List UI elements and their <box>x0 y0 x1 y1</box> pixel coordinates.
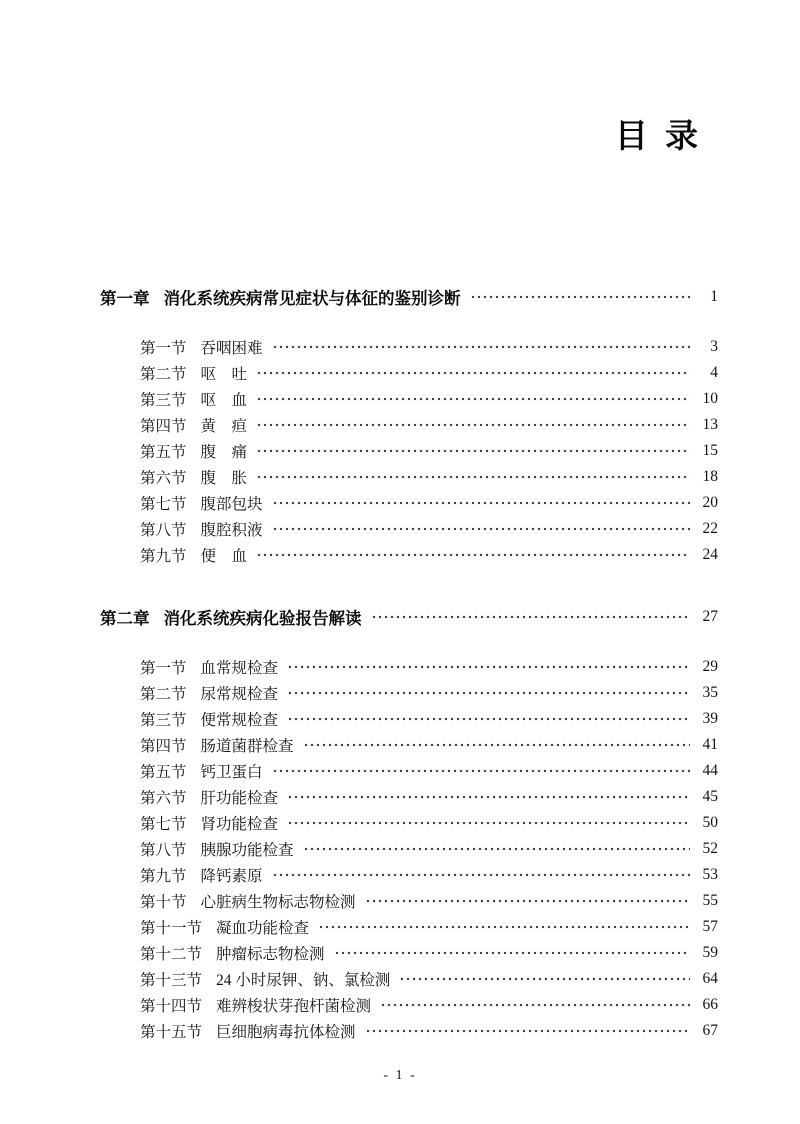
toc-section-row <box>100 836 718 862</box>
section-title: 肾功能检查 <box>200 816 279 833</box>
dot-leader <box>256 444 690 458</box>
section-label: 第十五节 <box>140 1024 203 1041</box>
section-label: 第二节 <box>140 686 187 703</box>
toc-section-row <box>100 992 718 1018</box>
section-label: 第七节 <box>140 816 187 833</box>
toc-section-row <box>100 732 718 758</box>
section-label: 第三节 <box>140 392 187 409</box>
section-title: 便 血 <box>200 548 248 565</box>
toc-section-row <box>100 888 718 914</box>
toc-section-row <box>100 464 718 490</box>
dot-leader <box>334 946 690 960</box>
section-title: 呕 血 <box>200 392 248 409</box>
chapter-sections <box>100 334 718 568</box>
section-page-number: 3 <box>710 338 718 355</box>
section-page-number: 10 <box>702 390 718 407</box>
dot-leader <box>287 660 690 674</box>
section-page-number: 53 <box>702 866 718 883</box>
section-label: 第十节 <box>140 894 187 911</box>
section-label: 第十一节 <box>140 920 203 937</box>
section-label: 第六节 <box>140 790 187 807</box>
section-label: 第五节 <box>140 444 187 461</box>
toc-section-row <box>100 680 718 706</box>
section-label: 第七节 <box>140 496 187 513</box>
toc-section-row <box>100 542 718 568</box>
chapter-page-number: 27 <box>702 608 718 625</box>
toc-section-row <box>100 412 718 438</box>
section-label: 第四节 <box>140 418 187 435</box>
dot-leader <box>287 686 690 700</box>
dot-leader <box>318 920 690 934</box>
section-title: 24 小时尿钾、钠、氯检测 <box>216 972 391 989</box>
dot-leader <box>256 470 690 484</box>
dot-leader <box>287 790 690 804</box>
toc-section-row <box>100 334 718 360</box>
chapter-label: 第二章 <box>100 610 150 628</box>
section-title: 腹 痛 <box>200 444 248 461</box>
toc-section-row <box>100 706 718 732</box>
section-title: 腹 胀 <box>200 470 248 487</box>
chapter-sections <box>100 654 718 1044</box>
section-title: 便常规检查 <box>200 712 279 729</box>
section-title: 呕 吐 <box>200 366 248 383</box>
section-title: 黄 疸 <box>200 418 248 435</box>
section-page-number: 20 <box>702 494 718 511</box>
toc-section-row <box>100 360 718 386</box>
section-label: 第十三节 <box>140 972 203 989</box>
section-title: 钙卫蛋白 <box>200 764 263 781</box>
section-label: 第九节 <box>140 868 187 885</box>
section-page-number: 66 <box>702 996 718 1013</box>
dot-leader <box>272 868 690 882</box>
dot-leader <box>303 738 690 752</box>
section-title: 肠道菌群检查 <box>200 738 294 755</box>
section-page-number: 24 <box>702 546 718 563</box>
section-label: 第八节 <box>140 522 187 539</box>
section-title: 肝功能检查 <box>200 790 279 807</box>
toc-section-row <box>100 490 718 516</box>
dot-leader <box>470 290 691 304</box>
section-label: 第二节 <box>140 366 187 383</box>
toc-section-row <box>100 784 718 810</box>
section-label: 第一节 <box>140 660 187 677</box>
chapter-label: 第一章 <box>100 290 150 308</box>
dot-leader <box>371 610 691 624</box>
section-page-number: 15 <box>702 442 718 459</box>
section-title: 心脏病生物标志物检测 <box>200 894 356 911</box>
section-title: 凝血功能检查 <box>216 920 310 937</box>
section-page-number: 13 <box>702 416 718 433</box>
chapter-title: 消化系统疾病常见症状与体征的鉴别诊断 <box>163 290 461 308</box>
toc-section-row <box>100 914 718 940</box>
toc-section-row <box>100 862 718 888</box>
section-page-number: 29 <box>702 658 718 675</box>
section-label: 第三节 <box>140 712 187 729</box>
section-title: 巨细胞病毒抗体检测 <box>216 1024 356 1041</box>
section-title: 尿常规检查 <box>200 686 279 703</box>
dot-leader <box>287 712 690 726</box>
dot-leader <box>303 842 690 856</box>
section-page-number: 18 <box>702 468 718 485</box>
section-label: 第五节 <box>140 764 187 781</box>
toc-chapter-row <box>100 604 718 630</box>
section-label: 第十四节 <box>140 998 203 1015</box>
dot-leader <box>399 972 690 986</box>
toc-section-row <box>100 654 718 680</box>
toc-section-row <box>100 386 718 412</box>
section-page-number: 4 <box>710 364 718 381</box>
toc-section-row <box>100 810 718 836</box>
section-page-number: 35 <box>702 684 718 701</box>
section-title: 肿瘤标志物检测 <box>216 946 325 963</box>
toc-section-row <box>100 516 718 542</box>
section-page-number: 50 <box>702 814 718 831</box>
dot-leader <box>256 392 690 406</box>
dot-leader <box>256 366 690 380</box>
toc-section-row <box>100 758 718 784</box>
section-title: 血常规检查 <box>200 660 279 677</box>
dot-leader <box>365 894 690 908</box>
footer-page-number: - 1 - <box>383 1068 417 1083</box>
section-page-number: 52 <box>702 840 718 857</box>
chapter-title: 消化系统疾病化验报告解读 <box>163 610 362 628</box>
dot-leader <box>256 418 690 432</box>
section-page-number: 64 <box>702 970 718 987</box>
toc-section-row <box>100 966 718 992</box>
section-page-number: 59 <box>702 944 718 961</box>
section-page-number: 57 <box>702 918 718 935</box>
dot-leader <box>272 522 690 536</box>
section-title: 吞咽困难 <box>200 340 263 357</box>
dot-leader <box>380 998 690 1012</box>
section-title: 难辨梭状芽孢杆菌检测 <box>216 998 372 1015</box>
dot-leader <box>272 764 690 778</box>
section-label: 第十二节 <box>140 946 203 963</box>
section-label: 第一节 <box>140 340 187 357</box>
section-page-number: 44 <box>702 762 718 779</box>
section-page-number: 39 <box>702 710 718 727</box>
section-title: 腹腔积液 <box>200 522 263 539</box>
section-page-number: 22 <box>702 520 718 537</box>
toc-chapter <box>100 604 718 1044</box>
section-page-number: 55 <box>702 892 718 909</box>
toc-section-row <box>100 1018 718 1044</box>
section-page-number: 67 <box>702 1022 718 1039</box>
toc-chapter-row <box>100 284 718 310</box>
dot-leader <box>272 340 690 354</box>
toc-section-row <box>100 438 718 464</box>
dot-leader <box>256 548 690 562</box>
section-page-number: 41 <box>702 736 718 753</box>
section-label: 第六节 <box>140 470 187 487</box>
section-label: 第四节 <box>140 738 187 755</box>
dot-leader <box>365 1024 690 1038</box>
toc <box>100 284 718 1044</box>
dot-leader <box>287 816 690 830</box>
section-page-number: 45 <box>702 788 718 805</box>
toc-section-row <box>100 940 718 966</box>
section-title: 降钙素原 <box>200 868 263 885</box>
dot-leader <box>272 496 690 510</box>
section-title: 腹部包块 <box>200 496 263 513</box>
toc-chapter <box>100 284 718 568</box>
section-label: 第九节 <box>140 548 187 565</box>
section-label: 第八节 <box>140 842 187 859</box>
section-title: 胰腺功能检查 <box>200 842 294 859</box>
chapter-page-number: 1 <box>710 288 718 305</box>
toc-page-title: 目 录 <box>614 117 702 154</box>
